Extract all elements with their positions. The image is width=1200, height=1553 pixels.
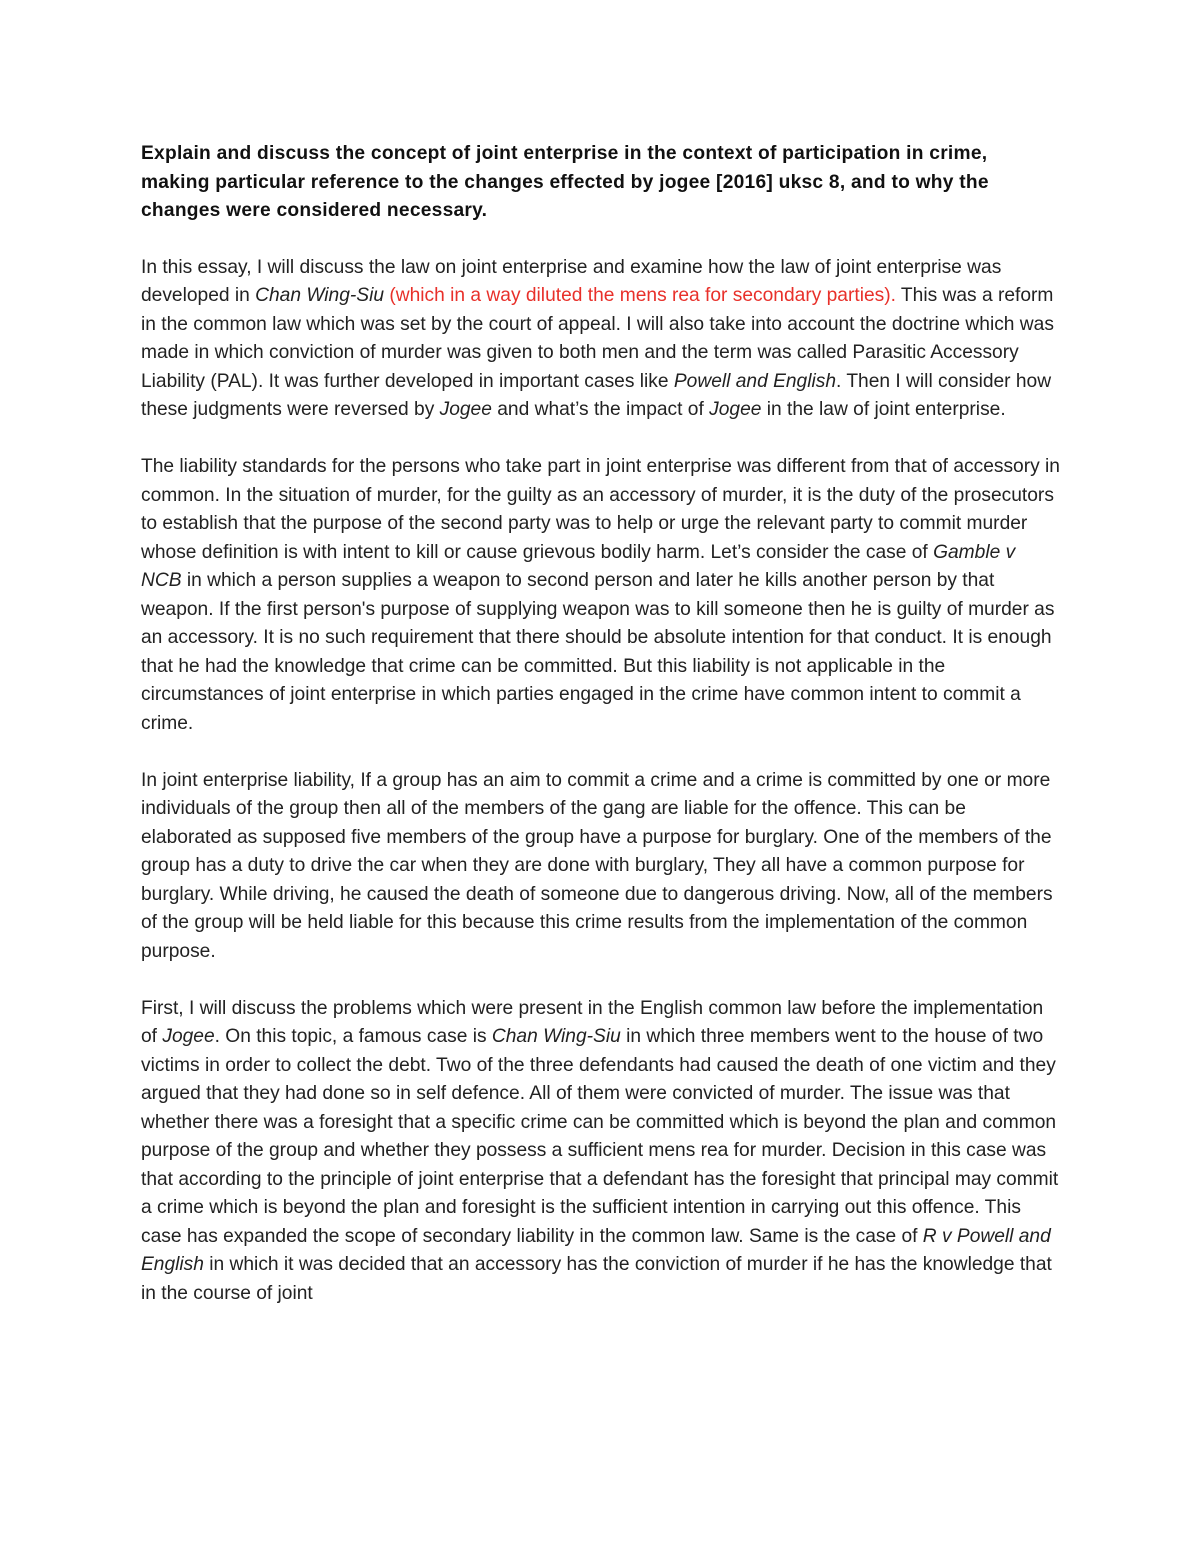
text-run: In this essay, I will discuss the law on joint enterprise and examine how the law of joint enterprise was developed in [141,256,1002,306]
text-run: in which three members went to the house of two victims in order to collect the debt. Two of the three defendants had caused the death of one victim and they argued that they had done so in self defence. All of them were convicted of murder. The issue was that whether there was a foresight that a specific crime can be committed which is beyond the plan and common purpose of the group and whether they possess a sufficient mens rea for murder. Decision in this case was that according to the principle of joint enterprise that a defendant has the foresight that principal may commit a crime which is beyond the plan and foresight is the sufficient intention in carrying out this offence. This case has expanded the scope of secondary liability in the common law. Same is the case of [141,1026,1059,1247]
paragraph-1 [141,254,1061,425]
text-run: First, I will discuss the problems which were present in the English common law before the implementation of [141,997,1044,1047]
text-run: . On this topic, a famous case is [214,1026,492,1047]
text-run: in which it was decided that an accessory has the conviction of murder if he has the knowledge that in the course of joint [141,1254,1052,1304]
paragraph-3 [141,767,1061,967]
case-name: Jogee [709,399,762,420]
paragraph-2 [141,453,1061,738]
text-run: . Then I will consider how these judgments were reversed by [141,370,1052,420]
text-run: and what’s the impact of [491,399,710,420]
essay-title: Explain and discuss the concept of joint enterprise in the context of participation in crime, making particular reference to the changes effected by jogee [2016] uksc 8, and to why the changes were considered necessary. [141,143,989,221]
case-name: Jogee [162,1026,215,1047]
case-name: Powell and English [673,370,837,392]
case-name: Gamble v NCB [141,541,1016,591]
essay-body [141,254,1061,1309]
case-name: Chan Wing-Siu [255,285,385,306]
text-run: In joint enterprise liability, If a group has an aim to commit a crime and a crime is committed by one or more individuals of the group then all of the members of the gang are liable for the offence. This can be elaborated as supposed five members of the group have a purpose for burglary. One of the members of the group has a duty to drive the car when they are done with burglary, They all have a common purpose for burglary. While driving, he caused the death of someone due to dangerous driving. Now, all of the members of the group will be held liable for this because this crime results from the implementation of the common purpose. [141,769,1053,962]
case-name: Jogee [439,399,492,420]
text-run: in which a person supplies a weapon to second person and later he kills another person by that weapon. If the first person's purpose of supplying weapon was to kill someone then he is guilty of murder as an accessory. It is no such requirement that there should be absolute intention for that conduct. It is enough that he had the knowledge that crime can be committed. But this liability is not applicable in the circumstances of joint enterprise in which parties engaged in the crime have common intent to commit a crime. [141,570,1055,734]
text-run: This was a reform in the common law which was set by the court of appeal. I will also take into account the doctrine which was made in which conviction of murder was given to both men and the term was called Parasitic Accessory Liability (PAL). It was further developed in important cases like [141,285,1054,392]
paragraph-4 [141,995,1061,1309]
text-run: in the law of joint enterprise. [761,399,1006,420]
text-run: The liability standards for the persons who take part in joint enterprise was different from that of accessory in common. In the situation of murder, for the guilty as an accessory of murder, it is the duty of the prosecutors to establish that the purpose of the second party was to help or urge the relevant party to commit murder whose definition is with intent to kill or cause grievous bodily harm. Let’s consider the case of [141,456,1060,563]
case-name: Chan Wing-Siu [491,1026,621,1047]
document-page [141,140,1061,1337]
highlighted-text: (which in a way diluted the mens rea for secondary parties). [389,285,896,306]
case-name: R v Powell and English [141,1225,1051,1275]
